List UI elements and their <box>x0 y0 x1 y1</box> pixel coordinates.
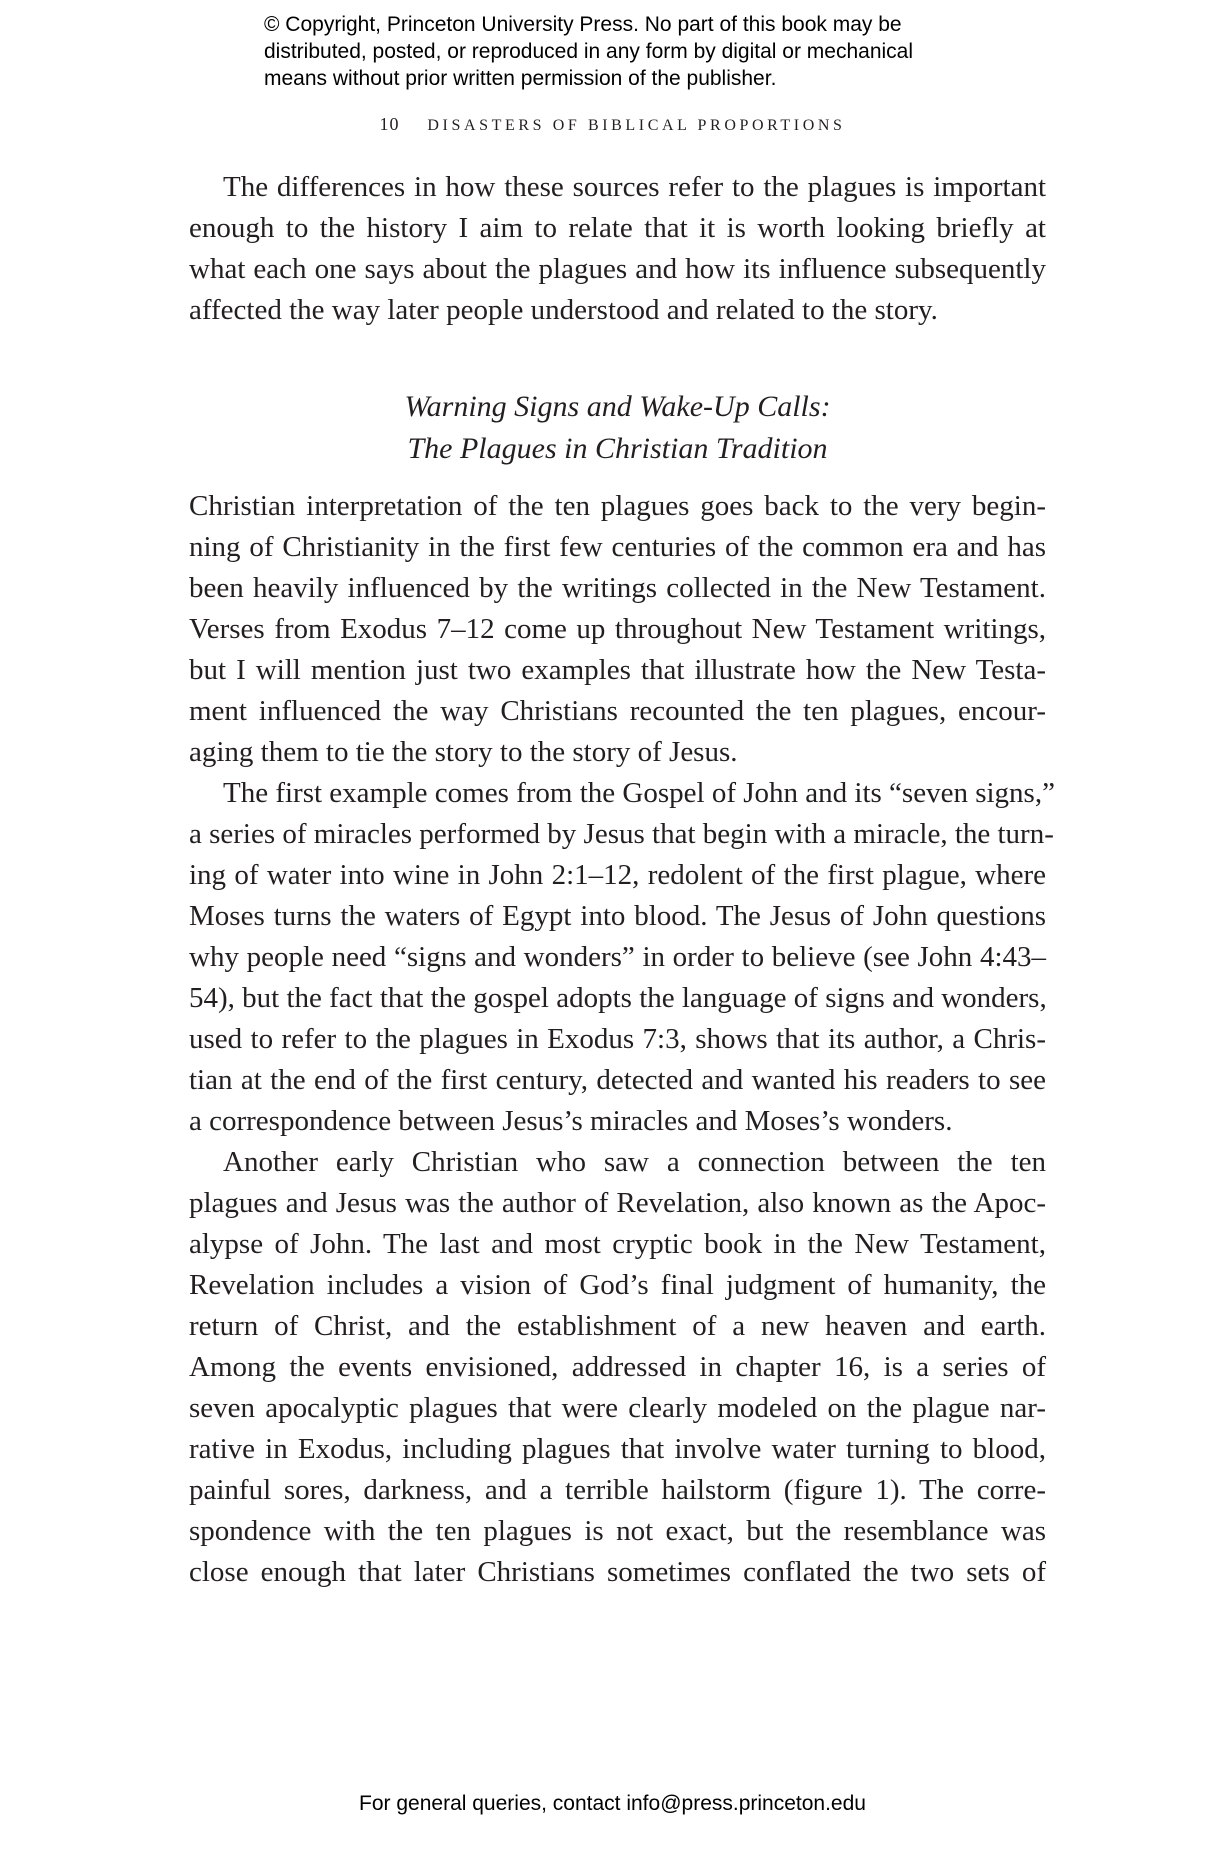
paragraph-1 <box>189 167 1046 331</box>
paragraph-line: The differences in how these sources refer to the plagues is important <box>223 171 1046 203</box>
footer-contact: For general queries, contact info@press.princeton.edu <box>359 1792 866 1815</box>
paragraph-line: Revelation includes a vision of God’s final judgment of humanity, the <box>189 1269 1046 1301</box>
paragraph-line: Another early Christian who saw a connection between the ten <box>223 1146 1046 1178</box>
book-title: DISASTERS OF BIBLICAL PROPORTIONS <box>427 117 846 134</box>
paragraph-line: ing of water into wine in John 2:1–12, redolent of the first plague, where <box>189 859 1046 891</box>
paragraph-line: rative in Exodus, including plagues that involve water turning to blood, <box>189 1433 1046 1465</box>
paragraph-line: a correspondence between Jesus’s miracles and Moses’s wonders. <box>189 1105 953 1137</box>
paragraph-line: seven apocalyptic plagues that were clearly modeled on the plague nar- <box>189 1392 1046 1424</box>
paragraph-line: The first example comes from the Gospel of John and its “seven signs,” <box>223 777 1055 809</box>
section-heading-line-1: Warning Signs and Wake-Up Calls: <box>404 390 831 423</box>
copyright-line: means without prior written permission of the publisher. <box>264 67 777 90</box>
paragraph-line: but I will mention just two examples that illustrate how the New Testa- <box>189 654 1046 686</box>
paragraph-line: Verses from Exodus 7–12 come up throughout New Testament writings, <box>189 613 1046 645</box>
paragraph-line: aging them to tie the story to the story of Jesus. <box>189 736 738 768</box>
paragraph-line: painful sores, darkness, and a terrible hailstorm (figure 1). The corre- <box>189 1474 1046 1506</box>
paragraph-line: what each one says about the plagues and how its influence subsequently <box>189 253 1046 285</box>
paragraph-line: ning of Christianity in the first few centuries of the common era and has <box>189 531 1046 563</box>
running-head <box>0 114 1225 135</box>
paragraph-2 <box>189 486 1046 773</box>
paragraph-line: tian at the end of the first century, detected and wanted his readers to see <box>189 1064 1046 1096</box>
paragraph-line: a series of miracles performed by Jesus that begin with a miracle, the turn- <box>189 818 1054 850</box>
body-text <box>189 167 1055 1593</box>
copyright-line: distributed, posted, or reproduced in any form by digital or mechanical <box>264 40 914 63</box>
paragraph-line: plagues and Jesus was the author of Revelation, also known as the Apoc- <box>189 1187 1046 1219</box>
paragraph-line: Christian interpretation of the ten plagues goes back to the very begin- <box>189 490 1046 522</box>
paragraph-3 <box>189 773 1055 1142</box>
paragraph-line: close enough that later Christians sometimes conflated the two sets of <box>189 1556 1046 1588</box>
paragraph-line: ment influenced the way Christians recounted the ten plagues, encour- <box>189 695 1046 727</box>
paragraph-line: why people need “signs and wonders” in order to believe (see John 4:43– <box>189 941 1046 973</box>
paragraph-line: return of Christ, and the establishment of a new heaven and earth. <box>189 1310 1046 1342</box>
paragraph-line: Among the events envisioned, addressed in chapter 16, is a series of <box>189 1351 1046 1383</box>
paragraph-line: 54), but the fact that the gospel adopts the language of signs and wonders, <box>189 982 1047 1014</box>
copyright-line: © Copyright, Princeton University Press. No part of this book may be <box>264 13 902 36</box>
paragraph-line: spondence with the ten plagues is not exact, but the resemblance was <box>189 1515 1046 1547</box>
paragraph-line: been heavily influenced by the writings collected in the New Testament. <box>189 572 1046 604</box>
paragraph-line: enough to the history I aim to relate that it is worth looking briefly at <box>189 212 1046 244</box>
section-heading-line-2: The Plagues in Christian Tradition <box>407 432 828 465</box>
paragraph-line: alypse of John. The last and most cryptic book in the New Testament, <box>189 1228 1046 1260</box>
section-heading <box>189 331 1046 486</box>
page-number: 10 <box>379 114 400 134</box>
paragraph-4 <box>189 1142 1046 1593</box>
paragraph-line: affected the way later people understood and related to the story. <box>189 294 938 326</box>
paragraph-line: Moses turns the waters of Egypt into blood. The Jesus of John questions <box>189 900 1046 932</box>
copyright-notice <box>264 11 964 92</box>
paragraph-line: used to refer to the plagues in Exodus 7:3, shows that its author, a Chris- <box>189 1023 1046 1055</box>
